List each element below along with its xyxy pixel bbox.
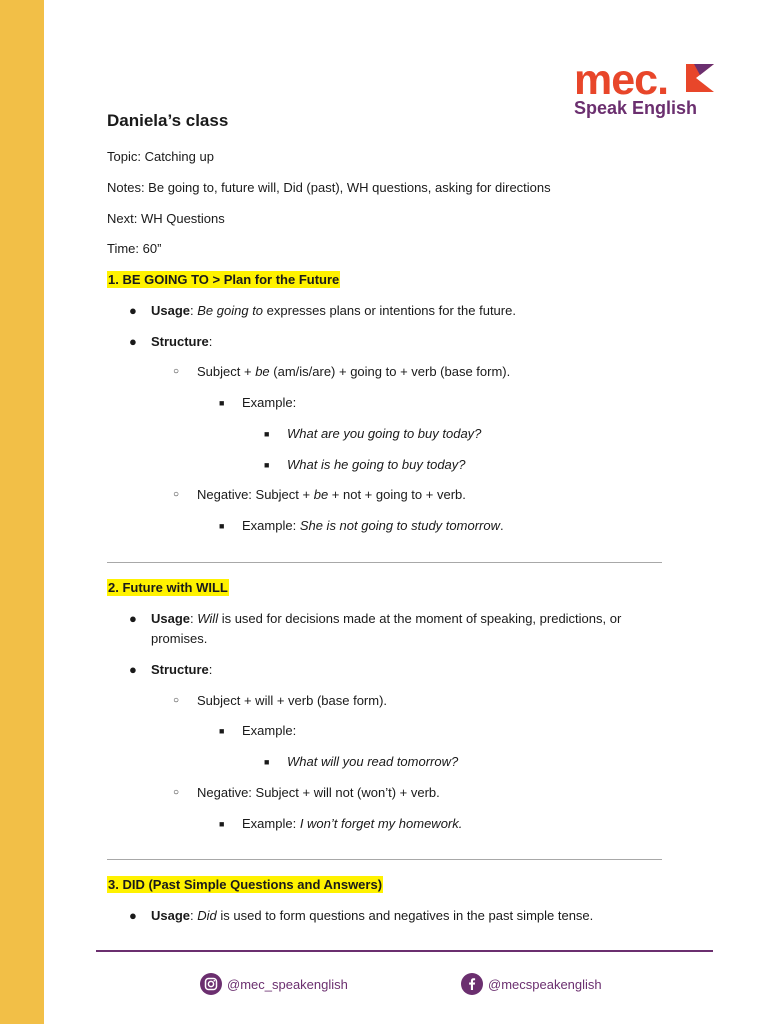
- square-bullet-icon: ■: [219, 726, 225, 736]
- negative-example: Example: I won’t forget my homework.: [242, 816, 463, 831]
- logo-mark-icon: [686, 64, 714, 92]
- negative-line: Negative: Subject + will not (won’t) + verb.: [197, 785, 440, 800]
- square-bullet-icon: ■: [219, 819, 225, 829]
- notes-line: Notes: Be going to, future will, Did (past), WH questions, asking for directions: [107, 180, 551, 195]
- circle-bullet-icon: ○: [173, 489, 180, 500]
- next-line: Next: WH Questions: [107, 211, 225, 226]
- footer-divider: [96, 950, 713, 952]
- section-divider: [107, 859, 662, 860]
- square-bullet-icon: ■: [264, 460, 270, 470]
- instagram-icon: [200, 973, 222, 995]
- square-bullet-icon: ■: [219, 398, 225, 408]
- example-label: Example:: [242, 723, 297, 738]
- example-sentence: What are you going to buy today?: [287, 426, 482, 441]
- time-line: Time: 60”: [107, 241, 162, 256]
- usage-line-continued: promises.: [151, 631, 208, 646]
- circle-bullet-icon: ○: [173, 787, 180, 798]
- facebook-icon: [461, 973, 483, 995]
- example-sentence: What will you read tomorrow?: [287, 754, 459, 769]
- bullet-icon: ●: [129, 662, 137, 677]
- circle-bullet-icon: ○: [173, 366, 180, 377]
- example-label: Example:: [242, 395, 297, 410]
- square-bullet-icon: ■: [219, 521, 225, 531]
- bullet-icon: ●: [129, 908, 137, 923]
- sidebar-stripe: [0, 0, 44, 1024]
- facebook-link[interactable]: [461, 971, 602, 997]
- section-heading-will: 2. Future with WILL: [108, 580, 228, 595]
- structure-form-line: Subject + will + verb (base form).: [197, 693, 388, 708]
- example-sentence: What is he going to buy today?: [287, 457, 466, 472]
- bullet-icon: ●: [129, 611, 137, 626]
- structure-form-line: Subject + be (am/is/are) + going to + verb (base form).: [197, 364, 511, 379]
- logo-tagline: Speak English: [574, 98, 698, 118]
- logo-wordmark: mec.: [574, 56, 669, 104]
- usage-line: Usage: Did is used to form questions and negatives in the past simple tense.: [151, 908, 594, 923]
- logo: [574, 56, 724, 122]
- circle-bullet-icon: ○: [173, 695, 180, 706]
- bullet-icon: ●: [129, 303, 137, 318]
- structure-line: Structure:: [151, 334, 213, 349]
- square-bullet-icon: ■: [264, 429, 270, 439]
- instagram-handle: @mec_speakenglish: [227, 976, 348, 992]
- usage-line: Usage: Be going to expresses plans or intentions for the future.: [151, 303, 516, 318]
- section-heading-going-to: 1. BE GOING TO > Plan for the Future: [108, 272, 340, 287]
- page-title: Daniela’s class: [107, 111, 229, 130]
- section-divider: [107, 562, 662, 563]
- section-heading-did: 3. DID (Past Simple Questions and Answers): [108, 877, 383, 892]
- facebook-handle: @mecspeakenglish: [488, 976, 602, 992]
- negative-example: Example: She is not going to study tomorrow.: [242, 518, 504, 533]
- square-bullet-icon: ■: [264, 757, 270, 767]
- usage-line: Usage: Will is used for decisions made at the moment of speaking, predictions, or: [151, 611, 622, 626]
- topic-line: Topic: Catching up: [107, 149, 214, 164]
- negative-line: Negative: Subject + be + not + going to + verb.: [197, 487, 466, 502]
- structure-line: Structure:: [151, 662, 213, 677]
- bullet-icon: ●: [129, 334, 137, 349]
- instagram-link[interactable]: [200, 971, 348, 997]
